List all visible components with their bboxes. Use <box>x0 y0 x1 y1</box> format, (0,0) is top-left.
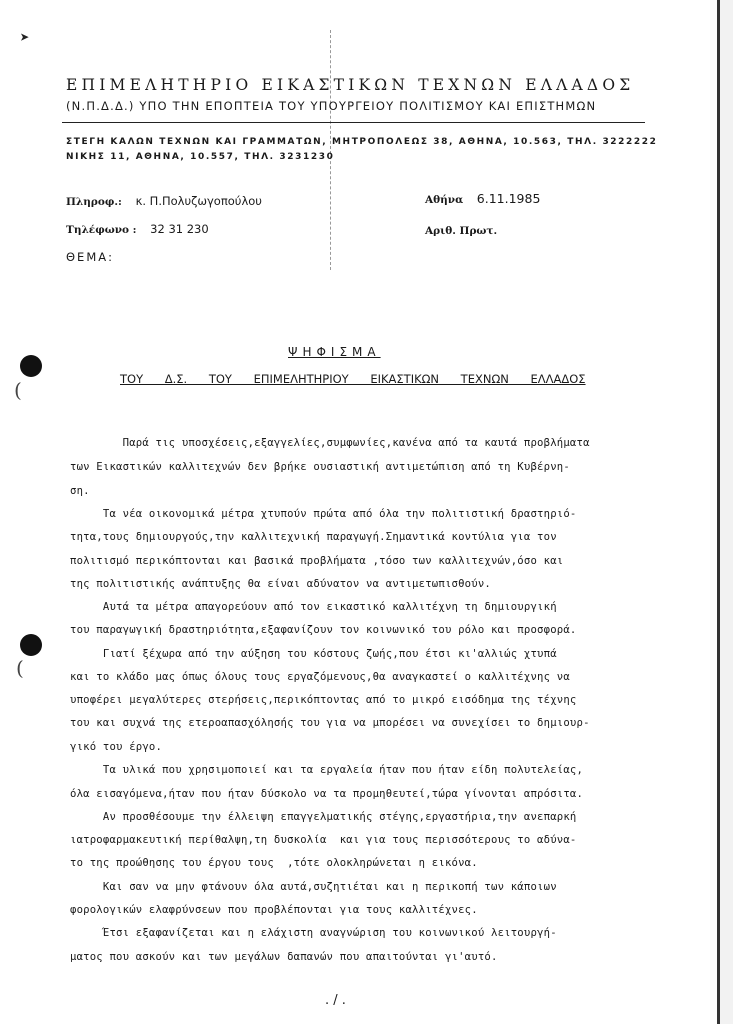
letterhead-title: ΕΠΙΜΕΛΗΤΗΡΙΟ ΕΙΚΑΣΤΙΚΩΝ ΤΕΧΝΩΝ ΕΛΛΑΔΟΣ <box>66 76 635 94</box>
body-line: υποφέρει μεγαλύτερες στερήσεις,περικόπτοντας από το μικρό εισόδημα της τέχνης <box>70 694 577 706</box>
corner-mark: ➤ <box>20 28 30 47</box>
date-row <box>425 188 540 207</box>
body-line: Αν προσθέσουμε την έλλειψη επαγγελματικής στέγης,εργαστήρια,την ανεπαρκή <box>70 811 577 823</box>
body-line: και το κλάδο μας όπως όλους τους εργαζόμενους,θα αναγκαστεί ο καλλιτέχνης να <box>70 671 570 683</box>
body-line: Παρά τις υποσχέσεις,εξαγγελίες,συμφωνίες,κανένα από τα καυτά προβλήματα <box>70 437 590 449</box>
body-line: ση. <box>70 485 90 497</box>
punch-hole-bottom <box>20 634 42 656</box>
body-line: Τα υλικά που χρησιμοποιεί και τα εργαλεία ήταν που ήταν είδη πολυτελείας, <box>70 764 584 776</box>
phone-row <box>66 218 209 237</box>
phone-label: Τηλέφωνο : <box>66 224 137 236</box>
body-line: Και σαν να μην φτάνουν όλα αυτά,συζητιέται και η περικοπή των κάποιων <box>70 881 557 893</box>
punch-hole-edge-bottom: ( <box>16 656 24 680</box>
place-label: Αθήνα <box>425 194 464 206</box>
body-line: Τα νέα οικονομικά μέτρα χτυπούν πρώτα από όλα την πολιτιστική δραστηριό- <box>70 508 577 520</box>
letterhead-divider <box>62 122 645 123</box>
address-line-1: ΣΤΕΓΗ ΚΑΛΩΝ ΤΕΧΝΩΝ ΚΑΙ ΓΡΑΜΜΑΤΩΝ, ΜΗΤΡΟΠΟΛΕΩΣ 38, ΑΘΗΝΑ, 10.563, ΤΗΛ. 3222222 <box>66 137 658 147</box>
body-line: της πολιτιστικής ανάπτυξης θα είναι αδύνατον να αντιμετωπισθούν. <box>70 578 491 590</box>
protocol-label: Αριθ. Πρωτ. <box>425 225 498 237</box>
punch-hole-edge-top: ( <box>14 378 22 402</box>
body-line: του παραγωγική δραστηριότητα,εξαφανίζουν τον κοινωνικό του ρόλο και προσφορά. <box>70 624 577 636</box>
address-line-2: ΝΙΚΗΣ 11, ΑΘΗΝΑ, 10.557, ΤΗΛ. 3231230 <box>66 152 335 162</box>
page-marker: . / . <box>325 993 346 1008</box>
body-line: Αυτά τα μέτρα απαγορεύουν από τον εικαστικό καλλιτέχνη τη δημιουργική <box>70 601 557 613</box>
info-row <box>66 190 262 209</box>
body-line: ιατροφαρμακευτική περίθαλψη,τη δυσκολία και για τους περισσότερους το αδύνα- <box>70 834 577 846</box>
body-line: όλα εισαγόμενα,ήταν που ήταν δύσκολο να τα προμηθευτεί,τώρα γίνονται απρόσιτα. <box>70 788 584 800</box>
fold-line <box>330 30 331 270</box>
date-value: 6.11.1985 <box>476 191 541 206</box>
punch-hole-top <box>20 355 42 377</box>
body-line: πολιτισμό περικόπτονται και βασικά προβλήματα ,τόσο των καλλιτεχνών,όσο και <box>70 555 564 567</box>
body-line: Έτσι εξαφανίζεται και η ελάχιστη αναγνώριση του κοινωνικού λειτουργή- <box>70 927 557 939</box>
body-line: τητα,τους δημιουργούς,την καλλιτεχνική παραγωγή.Σημαντικά κοντύλια για τον <box>70 531 557 543</box>
info-label: Πληροφ.: <box>66 196 122 208</box>
document-subtitle: ΤΟΥ Δ.Σ. ΤΟΥ ΕΠΙΜΕΛΗΤΗΡΙΟΥ ΕΙΚΑΣΤΙΚΩΝ ΤΕΧΝΩΝ ΕΛΛΑΔΟΣ <box>120 372 586 386</box>
body-line: των Εικαστικών καλλιτεχνών δεν βρήκε ουσιαστική αντιμετώπιση από τη Κυβέρνη- <box>70 461 570 473</box>
body-line: το της προώθησης του έργου τους ,τότε ολοκληρώνεται η εικόνα. <box>70 857 478 869</box>
phone-value: 32 31 230 <box>150 222 209 236</box>
body-line: γικό του έργο. <box>70 741 163 753</box>
body-line: φορολογικών ελαφρύνσεων που προβλέπονται για τους καλλιτέχνες. <box>70 904 478 916</box>
letterhead-subtitle: (Ν.Π.Δ.Δ.) ΥΠΟ ΤΗΝ ΕΠΟΠΤΕΙΑ ΤΟΥ ΥΠΟΥΡΓΕΙΟΥ ΠΟΛΙΤΙΣΜΟΥ ΚΑΙ ΕΠΙΣΤΗΜΩΝ <box>66 99 597 113</box>
right-edge-shadow <box>720 0 733 1024</box>
subject-label: ΘΕΜΑ: <box>66 250 114 264</box>
body-line: του και συχνά της ετεροαπασχόλησής του για να μπορέσει να συνεχίσει το δημιουρ- <box>70 717 590 729</box>
info-value: κ. Π.Πολυζωγοπούλου <box>135 194 262 208</box>
protocol-row <box>425 219 497 238</box>
body-line: Γιατί ξέχωρα από την αύξηση του κόστους ζωής,που έτσι κι'αλλιώς χτυπά <box>70 648 557 660</box>
body-line: ματος που ασκούν και των μεγάλων δαπανών που απαιτούνται γι'αυτό. <box>70 951 498 963</box>
document-title: ΨΗΦΙΣΜΑ <box>288 345 381 359</box>
